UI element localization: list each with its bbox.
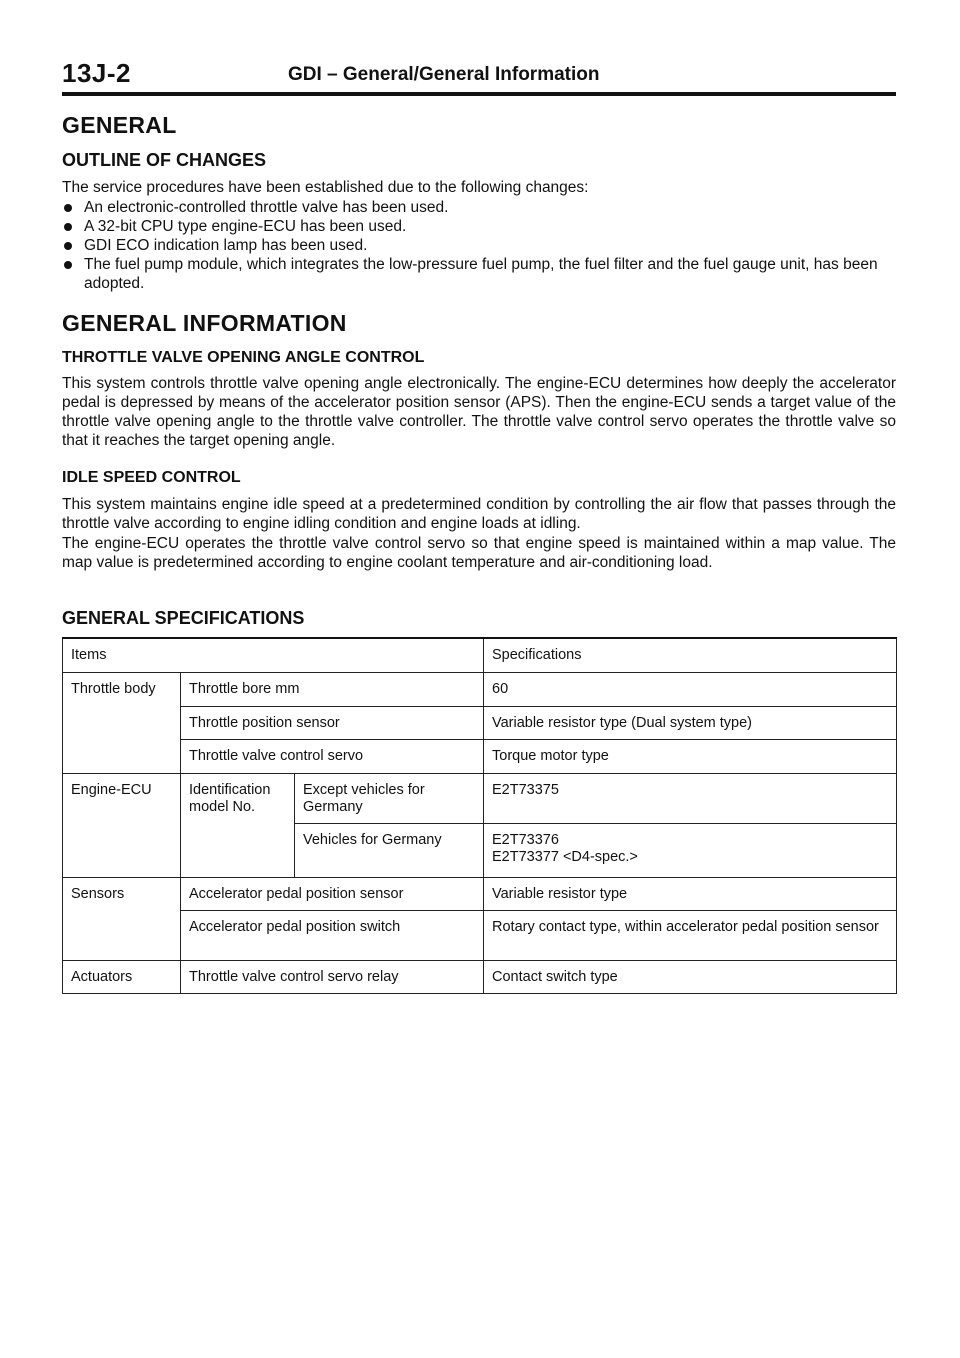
outline-heading: OUTLINE OF CHANGES	[62, 150, 267, 170]
throttle-control-text: This system controls throttle valve opening angle electronically. The engine-ECU determines how deeply the accelerator pedal is depressed by means of the accelerator position sensor (APS). Then the engine-ECU sends a target value of the throttle valve opening angle to the throttle valve controller. The throttle valve control servo operates the throttle valve so that it reaches the target opening angle.	[62, 375, 896, 449]
row-item: Throttle position sensor	[181, 706, 484, 739]
idle-speed-text-2: The engine-ECU operates the throttle valve control servo so that engine speed is maintained within a map value. The map value is predetermined according to engine coolant temperature and air-conditioning load.	[62, 535, 896, 571]
identification-label: Identification model No.	[181, 773, 295, 877]
table-row	[63, 910, 897, 960]
row-item: Throttle valve control servo	[181, 739, 484, 773]
row-item: Throttle valve control servo relay	[181, 960, 484, 993]
row-spec: 60	[484, 672, 897, 706]
header-title: GDI – General/General Information	[288, 64, 600, 85]
row-spec: Variable resistor type	[484, 877, 897, 910]
throttle-control-heading: THROTTLE VALVE OPENING ANGLE CONTROL	[62, 349, 425, 366]
bullet-icon	[64, 223, 72, 231]
table-row	[63, 739, 897, 773]
row-spec: Torque motor type	[484, 739, 897, 773]
bullet-icon	[64, 242, 72, 250]
table-header-row	[63, 638, 897, 672]
table-row	[63, 877, 897, 910]
idle-speed-heading: IDLE SPEED CONTROL	[62, 469, 241, 486]
general-heading: GENERAL	[62, 112, 177, 138]
row-spec: Contact switch type	[484, 960, 897, 993]
bullet-icon	[64, 204, 72, 212]
row-item: Except vehicles for Germany	[295, 773, 484, 823]
outline-intro: The service procedures have been established due to the following changes:	[62, 179, 589, 196]
specifications-heading: GENERAL SPECIFICATIONS	[62, 608, 305, 628]
table-row	[63, 706, 897, 739]
page-header	[62, 58, 896, 92]
row-spec: E2T73375	[484, 773, 897, 823]
engine-ecu-label: Engine-ECU	[63, 773, 181, 877]
table-row	[63, 672, 897, 706]
list-item: A 32-bit CPU type engine-ECU has been used.	[62, 217, 896, 236]
specifications-column-header: Specifications	[484, 638, 897, 672]
specifications-table	[62, 637, 897, 994]
row-item: Accelerator pedal position sensor	[181, 877, 484, 910]
table-row	[63, 773, 897, 823]
idle-speed-text-1: This system maintains engine idle speed at a predetermined condition by controlling the air flow that passes through the throttle valve according to engine idling condition and engine loads at idling.	[62, 496, 896, 532]
header-rule	[62, 92, 896, 96]
list-item: An electronic-controlled throttle valve has been used.	[62, 198, 896, 217]
row-spec: Rotary contact type, within accelerator pedal position sensor	[484, 910, 897, 960]
actuators-label: Actuators	[63, 960, 181, 993]
list-item: GDI ECO indication lamp has been used.	[62, 236, 896, 255]
changes-list	[62, 198, 896, 293]
row-spec: Variable resistor type (Dual system type)	[484, 706, 897, 739]
bullet-icon	[64, 261, 72, 269]
general-information-heading: GENERAL INFORMATION	[62, 310, 347, 336]
table-row	[63, 960, 897, 993]
row-item: Vehicles for Germany	[295, 823, 484, 877]
throttle-body-label: Throttle body	[63, 672, 181, 773]
row-item: Accelerator pedal position switch	[181, 910, 484, 960]
sensors-label: Sensors	[63, 877, 181, 960]
list-item: The fuel pump module, which integrates the low-pressure fuel pump, the fuel filter and the fuel gauge unit, has been adopted.	[62, 255, 896, 293]
row-spec: E2T73376 E2T73377 <D4-spec.>	[484, 823, 897, 877]
items-column-header: Items	[63, 638, 484, 672]
row-item: Throttle bore mm	[181, 672, 484, 706]
page-number: 13J-2	[62, 58, 131, 88]
